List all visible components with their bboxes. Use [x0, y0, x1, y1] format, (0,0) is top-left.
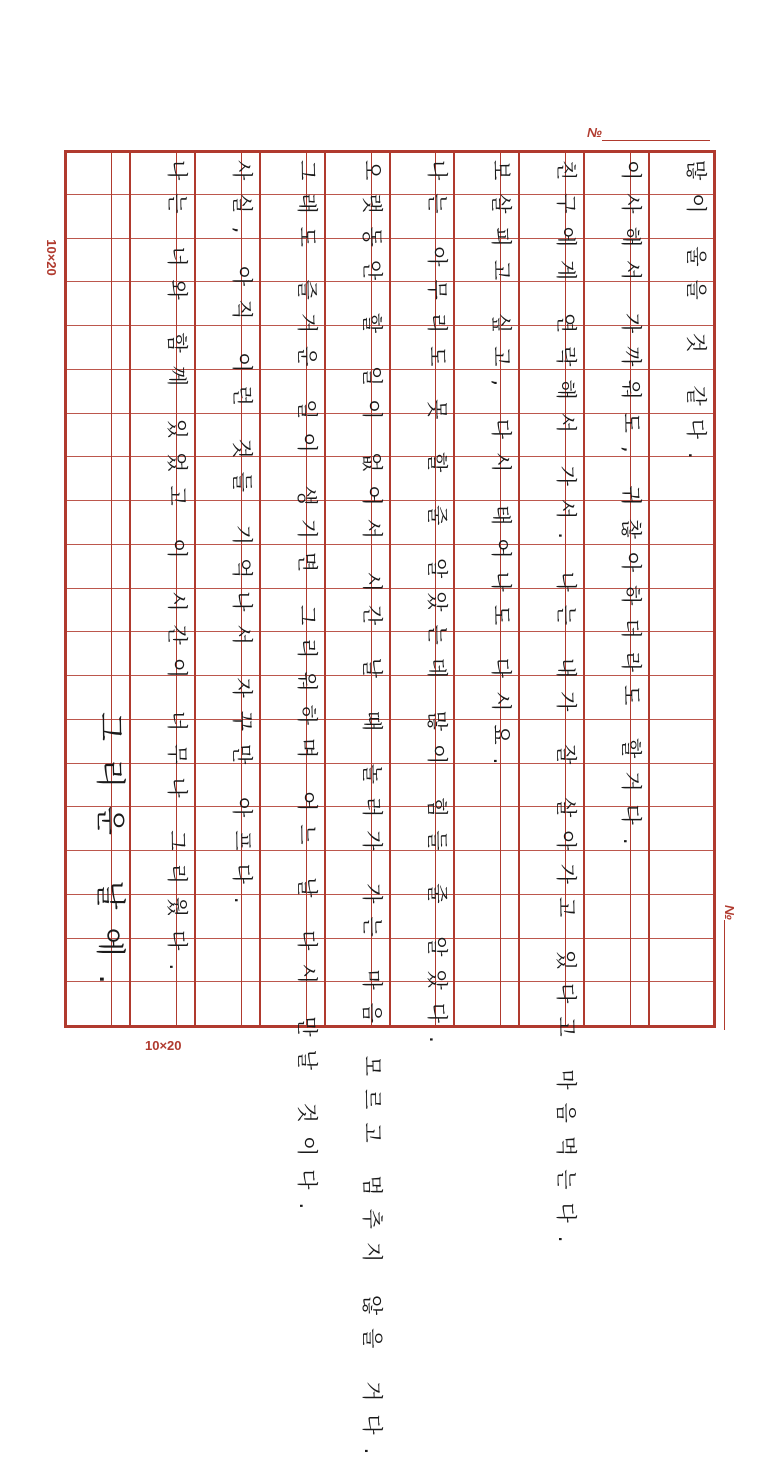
handwritten-line: 오랫동안 할 일이 없어서 시간 날 때 놀러가 가는 마음 모르고 멈추지 않을 거다. — [359, 160, 384, 1467]
signature-column — [82, 152, 129, 1025]
text-column — [277, 152, 324, 1223]
grid-size-label-bottom: 10×20 — [145, 1038, 182, 1053]
handwritten-line: 많이 울을 것 같다. — [684, 160, 709, 472]
number-mark-top: № — [587, 125, 602, 140]
grid-bottom-edge — [64, 1025, 716, 1028]
handwritten-line: 보살피고 싶고, 다시 태어나도 다시요. — [489, 160, 514, 778]
number-mark-side: № — [721, 905, 737, 920]
handwritten-line: 나는 너와 함께 있었고 이 시간이 너무나 그리웠다. — [164, 160, 189, 984]
number-line-top — [602, 140, 710, 141]
signature-line: 그리운 날에. — [92, 712, 127, 1002]
text-column — [666, 152, 713, 1025]
text-column — [536, 152, 583, 1256]
text-column — [212, 152, 259, 1025]
text-column — [147, 152, 194, 1025]
text-column — [471, 152, 518, 1025]
text-column — [342, 152, 389, 1467]
handwritten-line: 친구에게 연락해서 가서. 나는 내가 잘 살아가고 있다고 마음먹는다. — [554, 160, 579, 1256]
handwritten-line: 나는 아무리도 못 할 줄 알았는데 많이 힘들 줄 알았다. — [424, 160, 449, 1056]
grid-size-label-vertical: 10×20 — [43, 239, 59, 276]
handwritten-line: 그래도 즐거운 일이 생기면 그리워하며 어느 날 다시 만날 것이다. — [294, 160, 319, 1223]
handwritten-line: 사실, 아직 이런 것들 기억나서 자꾸만 아프다. — [229, 160, 254, 917]
text-column — [601, 152, 648, 1025]
text-column — [407, 152, 454, 1056]
number-line-side — [724, 920, 725, 1030]
grid-right-edge — [713, 150, 716, 1028]
handwritten-line: 이사해서 가까워도, 귀찮아하더라도 할거다. — [619, 160, 644, 858]
